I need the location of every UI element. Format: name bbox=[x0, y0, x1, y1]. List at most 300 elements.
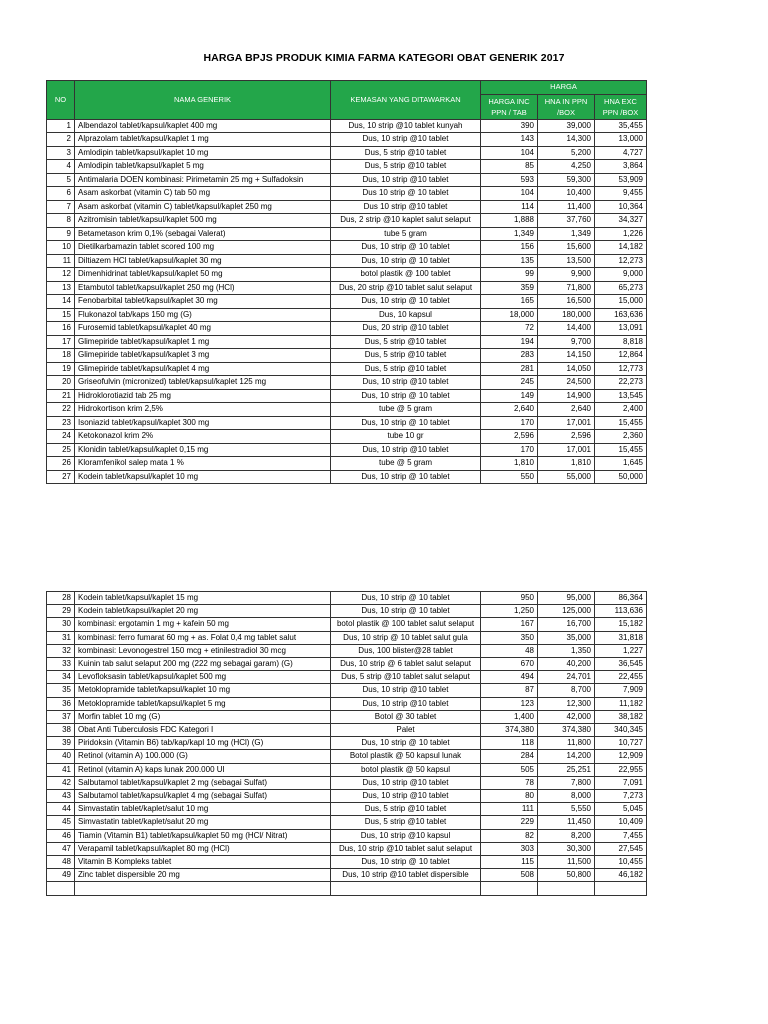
generic-name: Obat Anti Tuberculosis FDC Kategori I bbox=[75, 724, 331, 737]
packaging: Dus, 5 strip @10 tablet bbox=[331, 803, 481, 816]
row-number: 29 bbox=[47, 605, 75, 618]
price-inc-ppn-tab: 115 bbox=[481, 856, 538, 869]
price-inc-ppn-tab: 165 bbox=[481, 295, 538, 309]
hna-exc-ppn-box: 7,273 bbox=[595, 790, 647, 803]
price-inc-ppn-tab: 359 bbox=[481, 281, 538, 295]
hna-exc-ppn-box: 22,455 bbox=[595, 671, 647, 684]
hna-exc-ppn-box: 1,226 bbox=[595, 227, 647, 241]
packaging: Dus, 5 strip @10 tablet bbox=[331, 160, 481, 174]
price-table-header bbox=[47, 81, 647, 120]
row-number: 18 bbox=[47, 349, 75, 363]
packaging: Dus, 10 strip @10 tablet bbox=[331, 376, 481, 390]
table-row bbox=[47, 322, 647, 336]
generic-name: kombinasi: ferro fumarat 60 mg + as. Folat 0,4 mg tablet salut bbox=[75, 631, 331, 644]
row-number: 24 bbox=[47, 430, 75, 444]
price-inc-ppn-tab: 593 bbox=[481, 173, 538, 187]
price-inc-ppn-tab: 149 bbox=[481, 389, 538, 403]
table-row bbox=[47, 658, 647, 671]
row-number: 2 bbox=[47, 133, 75, 147]
price-inc-ppn-tab: 48 bbox=[481, 644, 538, 657]
row-number: 48 bbox=[47, 856, 75, 869]
row-number: 33 bbox=[47, 658, 75, 671]
generic-name: Diltiazem HCl tablet/kapsul/kaplet 30 mg bbox=[75, 254, 331, 268]
table-row bbox=[47, 214, 647, 228]
price-inc-ppn-tab: 78 bbox=[481, 776, 538, 789]
hna-in-ppn-box: 59,300 bbox=[538, 173, 595, 187]
packaging: Dus, 10 strip @10 tablet kunyah bbox=[331, 119, 481, 133]
table-row bbox=[47, 376, 647, 390]
generic-name: Griseofulvin (micronized) tablet/kapsul/kaplet 125 mg bbox=[75, 376, 331, 390]
row-number: 42 bbox=[47, 776, 75, 789]
price-inc-ppn-tab: 1,349 bbox=[481, 227, 538, 241]
generic-name: Metoklopramide tablet/kapsul/kaplet 5 mg bbox=[75, 697, 331, 710]
table-row bbox=[47, 362, 647, 376]
price-inc-ppn-tab: 2,640 bbox=[481, 403, 538, 417]
packaging: botol plastik @ 50 kapsul bbox=[331, 763, 481, 776]
row-number: 40 bbox=[47, 750, 75, 763]
generic-name: Glimepiride tablet/kapsul/kaplet 1 mg bbox=[75, 335, 331, 349]
hna-in-ppn-box: 24,500 bbox=[538, 376, 595, 390]
row-number: 46 bbox=[47, 829, 75, 842]
price-inc-ppn-tab: 18,000 bbox=[481, 308, 538, 322]
table-row bbox=[47, 335, 647, 349]
table-row bbox=[47, 295, 647, 309]
generic-name: Verapamil tablet/kapsul/kaplet 80 mg (HCl) bbox=[75, 842, 331, 855]
table-row bbox=[47, 268, 647, 282]
packaging: Dus, 10 strip @10 tablet bbox=[331, 684, 481, 697]
packaging: Dus, 10 strip @ 6 tablet salut selaput bbox=[331, 658, 481, 671]
table-row bbox=[47, 430, 647, 444]
hna-exc-ppn-box: 11,182 bbox=[595, 697, 647, 710]
row-number: 34 bbox=[47, 671, 75, 684]
generic-name: Albendazol tablet/kapsul/kaplet 400 mg bbox=[75, 119, 331, 133]
hna-in-ppn-box: 4,250 bbox=[538, 160, 595, 174]
packaging: Dus, 10 strip @ 10 tablet bbox=[331, 856, 481, 869]
price-inc-ppn-tab: 1,810 bbox=[481, 457, 538, 471]
generic-name: Tiamin (Vitamin B1) tablet/kapsul/kaplet 50 mg (HCl/ Nitrat) bbox=[75, 829, 331, 842]
header-no: NO bbox=[47, 81, 75, 120]
hna-in-ppn-box: 24,701 bbox=[538, 671, 595, 684]
packaging: Dus, 10 strip @ 10 tablet bbox=[331, 470, 481, 484]
hna-exc-ppn-box: 12,273 bbox=[595, 254, 647, 268]
packaging: Dus, 10 strip @ 10 tablet bbox=[331, 241, 481, 255]
table-row bbox=[47, 119, 647, 133]
hna-exc-ppn-box: 13,000 bbox=[595, 133, 647, 147]
hna-exc-ppn-box: 8,818 bbox=[595, 335, 647, 349]
row-number: 7 bbox=[47, 200, 75, 214]
row-number: 31 bbox=[47, 631, 75, 644]
generic-name: Betametason krim 0,1% (sebagai Valerat) bbox=[75, 227, 331, 241]
price-inc-ppn-tab: 72 bbox=[481, 322, 538, 336]
hna-exc-ppn-box: 12,773 bbox=[595, 362, 647, 376]
generic-name: Simvastatin tablet/kaplet/salut 20 mg bbox=[75, 816, 331, 829]
row-number: 43 bbox=[47, 790, 75, 803]
hna-in-ppn-box: 9,700 bbox=[538, 335, 595, 349]
packaging: Palet bbox=[331, 724, 481, 737]
hna-in-ppn-box: 40,200 bbox=[538, 658, 595, 671]
price-inc-ppn-tab: 2,596 bbox=[481, 430, 538, 444]
hna-exc-ppn-box: 7,091 bbox=[595, 776, 647, 789]
table-row bbox=[47, 869, 647, 882]
packaging: tube @ 5 gram bbox=[331, 457, 481, 471]
generic-name: Ketokonazol krim 2% bbox=[75, 430, 331, 444]
hna-in-ppn-box: 95,000 bbox=[538, 592, 595, 605]
hna-in-ppn-box: 1,350 bbox=[538, 644, 595, 657]
price-inc-ppn-tab: 550 bbox=[481, 470, 538, 484]
price-inc-ppn-tab bbox=[481, 882, 538, 895]
generic-name: Furosemid tablet/kapsul/kaplet 40 mg bbox=[75, 322, 331, 336]
generic-name: Isoniazid tablet/kapsul/kaplet 300 mg bbox=[75, 416, 331, 430]
row-number: 41 bbox=[47, 763, 75, 776]
table-row bbox=[47, 776, 647, 789]
row-number: 25 bbox=[47, 443, 75, 457]
generic-name: Kuinin tab salut selaput 200 mg (222 mg sebagai garam) (G) bbox=[75, 658, 331, 671]
hna-exc-ppn-box: 27,545 bbox=[595, 842, 647, 855]
generic-name: Etambutol tablet/kapsul/kaplet 250 mg (HCl) bbox=[75, 281, 331, 295]
row-number: 30 bbox=[47, 618, 75, 631]
hna-in-ppn-box: 8,700 bbox=[538, 684, 595, 697]
table-row bbox=[47, 146, 647, 160]
hna-in-ppn-box: 13,500 bbox=[538, 254, 595, 268]
hna-exc-ppn-box: 10,409 bbox=[595, 816, 647, 829]
packaging: Dus, 5 strip @10 tablet bbox=[331, 816, 481, 829]
generic-name: kombinasi: Levonogestrel 150 mcg + etinilestradiol 30 mcg bbox=[75, 644, 331, 657]
hna-exc-ppn-box: 22,273 bbox=[595, 376, 647, 390]
generic-name: Piridoksin (Vitamin B6) tab/kap/kapl 10 mg (HCl) (G) bbox=[75, 737, 331, 750]
generic-name: Amlodipin tablet/kapsul/kaplet 10 mg bbox=[75, 146, 331, 160]
packaging: Dus, 5 strip @10 tablet bbox=[331, 349, 481, 363]
packaging: botol plastik @ 100 tablet salut selaput bbox=[331, 618, 481, 631]
packaging: Dus, 10 strip @10 kapsul bbox=[331, 829, 481, 842]
row-number: 17 bbox=[47, 335, 75, 349]
row-number: 3 bbox=[47, 146, 75, 160]
hna-exc-ppn-box: 10,727 bbox=[595, 737, 647, 750]
price-inc-ppn-tab: 283 bbox=[481, 349, 538, 363]
hna-in-ppn-box: 35,000 bbox=[538, 631, 595, 644]
price-inc-ppn-tab: 143 bbox=[481, 133, 538, 147]
price-inc-ppn-tab: 87 bbox=[481, 684, 538, 697]
price-inc-ppn-tab: 303 bbox=[481, 842, 538, 855]
row-number: 15 bbox=[47, 308, 75, 322]
table-row bbox=[47, 710, 647, 723]
table-row bbox=[47, 816, 647, 829]
header-harga-inc-ppn: HARGA INC PPN / TAB bbox=[481, 94, 538, 119]
row-number: 1 bbox=[47, 119, 75, 133]
generic-name: kombinasi: ergotamin 1 mg + kafein 50 mg bbox=[75, 618, 331, 631]
row-number bbox=[47, 882, 75, 895]
packaging: botol plastik @ 100 tablet bbox=[331, 268, 481, 282]
hna-in-ppn-box: 71,800 bbox=[538, 281, 595, 295]
hna-exc-ppn-box: 53,909 bbox=[595, 173, 647, 187]
price-inc-ppn-tab: 170 bbox=[481, 443, 538, 457]
hna-exc-ppn-box: 13,091 bbox=[595, 322, 647, 336]
packaging: Dus, 20 strip @10 tablet salut selaput bbox=[331, 281, 481, 295]
header-nama-generik: NAMA GENERIK bbox=[75, 81, 331, 120]
hna-exc-ppn-box: 31,818 bbox=[595, 631, 647, 644]
row-number: 9 bbox=[47, 227, 75, 241]
hna-in-ppn-box: 10,400 bbox=[538, 187, 595, 201]
table-row bbox=[47, 403, 647, 417]
hna-exc-ppn-box: 1,645 bbox=[595, 457, 647, 471]
generic-name: Retinol (vitamin A) kaps lunak 200.000 UI bbox=[75, 763, 331, 776]
table-row bbox=[47, 803, 647, 816]
price-table-1 bbox=[46, 80, 647, 484]
generic-name: Kodein tablet/kapsul/kaplet 20 mg bbox=[75, 605, 331, 618]
table-row bbox=[47, 671, 647, 684]
table-row bbox=[47, 227, 647, 241]
generic-name: Asam askorbat (vitamin C) tablet/kapsul/kaplet 250 mg bbox=[75, 200, 331, 214]
price-inc-ppn-tab: 167 bbox=[481, 618, 538, 631]
row-number: 49 bbox=[47, 869, 75, 882]
generic-name: Vitamin B Kompleks tablet bbox=[75, 856, 331, 869]
hna-exc-ppn-box: 15,455 bbox=[595, 443, 647, 457]
generic-name: Kloramfenikol salep mata 1 % bbox=[75, 457, 331, 471]
price-inc-ppn-tab: 104 bbox=[481, 146, 538, 160]
hna-exc-ppn-box: 5,045 bbox=[595, 803, 647, 816]
price-inc-ppn-tab: 281 bbox=[481, 362, 538, 376]
generic-name: Hidrokortison krim 2,5% bbox=[75, 403, 331, 417]
hna-exc-ppn-box: 15,000 bbox=[595, 295, 647, 309]
price-table-2-body bbox=[47, 592, 647, 896]
table-row bbox=[47, 631, 647, 644]
document-title: HARGA BPJS PRODUK KIMIA FARMA KATEGORI OBAT GENERIK 2017 bbox=[203, 52, 565, 64]
packaging: Dus, 10 strip @ 10 tablet bbox=[331, 389, 481, 403]
packaging: Dus, 5 strip @10 tablet salut selaput bbox=[331, 671, 481, 684]
packaging: Dus 10 strip @10 tablet bbox=[331, 200, 481, 214]
packaging: Dus, 10 strip @10 tablet bbox=[331, 776, 481, 789]
generic-name bbox=[75, 882, 331, 895]
price-inc-ppn-tab: 118 bbox=[481, 737, 538, 750]
price-inc-ppn-tab: 99 bbox=[481, 268, 538, 282]
hna-exc-ppn-box bbox=[595, 882, 647, 895]
hna-exc-ppn-box: 34,327 bbox=[595, 214, 647, 228]
table-row bbox=[47, 737, 647, 750]
table-row bbox=[47, 724, 647, 737]
generic-name: Simvastatin tablet/kaplet/salut 10 mg bbox=[75, 803, 331, 816]
hna-in-ppn-box: 55,000 bbox=[538, 470, 595, 484]
price-inc-ppn-tab: 1,250 bbox=[481, 605, 538, 618]
packaging: Dus, 10 kapsul bbox=[331, 308, 481, 322]
table-row bbox=[47, 389, 647, 403]
table-row bbox=[47, 457, 647, 471]
hna-in-ppn-box: 14,400 bbox=[538, 322, 595, 336]
hna-in-ppn-box: 5,200 bbox=[538, 146, 595, 160]
generic-name: Dimenhidrinat tablet/kapsul/kaplet 50 mg bbox=[75, 268, 331, 282]
row-number: 20 bbox=[47, 376, 75, 390]
row-number: 27 bbox=[47, 470, 75, 484]
price-inc-ppn-tab: 508 bbox=[481, 869, 538, 882]
hna-exc-ppn-box: 9,455 bbox=[595, 187, 647, 201]
hna-exc-ppn-box: 50,000 bbox=[595, 470, 647, 484]
hna-in-ppn-box: 7,800 bbox=[538, 776, 595, 789]
table-row bbox=[47, 308, 647, 322]
packaging: Dus, 10 strip @ 10 tablet bbox=[331, 605, 481, 618]
header-hna-in-ppn: HNA IN PPN /BOX bbox=[538, 94, 595, 119]
row-number: 4 bbox=[47, 160, 75, 174]
generic-name: Salbutamol tablet/kapsul/kaplet 2 mg (sebagai Sulfat) bbox=[75, 776, 331, 789]
hna-exc-ppn-box: 10,364 bbox=[595, 200, 647, 214]
hna-in-ppn-box: 9,900 bbox=[538, 268, 595, 282]
table-row bbox=[47, 160, 647, 174]
row-number: 23 bbox=[47, 416, 75, 430]
packaging: Dus, 10 strip @ 10 tablet bbox=[331, 254, 481, 268]
row-number: 28 bbox=[47, 592, 75, 605]
header-hna-exc-ppn: HNA EXC PPN /BOX bbox=[595, 94, 647, 119]
price-inc-ppn-tab: 170 bbox=[481, 416, 538, 430]
packaging: Dus, 10 strip @10 tablet bbox=[331, 443, 481, 457]
hna-in-ppn-box: 11,450 bbox=[538, 816, 595, 829]
table-row bbox=[47, 592, 647, 605]
price-inc-ppn-tab: 390 bbox=[481, 119, 538, 133]
table-row bbox=[47, 697, 647, 710]
table-row bbox=[47, 750, 647, 763]
hna-in-ppn-box: 16,700 bbox=[538, 618, 595, 631]
hna-in-ppn-box: 39,000 bbox=[538, 119, 595, 133]
generic-name: Alprazolam tablet/kapsul/kaplet 1 mg bbox=[75, 133, 331, 147]
hna-exc-ppn-box: 46,182 bbox=[595, 869, 647, 882]
price-inc-ppn-tab: 123 bbox=[481, 697, 538, 710]
row-number: 45 bbox=[47, 816, 75, 829]
table-row bbox=[47, 842, 647, 855]
packaging: tube 5 gram bbox=[331, 227, 481, 241]
hna-in-ppn-box: 5,550 bbox=[538, 803, 595, 816]
price-inc-ppn-tab: 85 bbox=[481, 160, 538, 174]
packaging: Dus, 10 strip @10 tablet bbox=[331, 697, 481, 710]
generic-name: Retinol (vitamin A) 100.000 (G) bbox=[75, 750, 331, 763]
generic-name: Amlodipin tablet/kapsul/kaplet 5 mg bbox=[75, 160, 331, 174]
packaging: tube 10 gr bbox=[331, 430, 481, 444]
row-number: 32 bbox=[47, 644, 75, 657]
row-number: 14 bbox=[47, 295, 75, 309]
hna-exc-ppn-box: 38,182 bbox=[595, 710, 647, 723]
generic-name: Morfin tablet 10 mg (G) bbox=[75, 710, 331, 723]
hna-in-ppn-box: 180,000 bbox=[538, 308, 595, 322]
generic-name: Flukonazol tab/kaps 150 mg (G) bbox=[75, 308, 331, 322]
price-inc-ppn-tab: 505 bbox=[481, 763, 538, 776]
hna-exc-ppn-box: 7,909 bbox=[595, 684, 647, 697]
row-number: 26 bbox=[47, 457, 75, 471]
price-inc-ppn-tab: 1,888 bbox=[481, 214, 538, 228]
table-row bbox=[47, 416, 647, 430]
hna-exc-ppn-box: 340,345 bbox=[595, 724, 647, 737]
hna-in-ppn-box: 1,810 bbox=[538, 457, 595, 471]
packaging: tube @ 5 gram bbox=[331, 403, 481, 417]
table-row bbox=[47, 187, 647, 201]
packaging bbox=[331, 882, 481, 895]
hna-in-ppn-box: 14,050 bbox=[538, 362, 595, 376]
row-number: 37 bbox=[47, 710, 75, 723]
row-number: 8 bbox=[47, 214, 75, 228]
row-number: 13 bbox=[47, 281, 75, 295]
price-inc-ppn-tab: 284 bbox=[481, 750, 538, 763]
hna-in-ppn-box: 8,200 bbox=[538, 829, 595, 842]
generic-name: Kodein tablet/kapsul/kaplet 15 mg bbox=[75, 592, 331, 605]
generic-name: Dietilkarbamazin tablet scored 100 mg bbox=[75, 241, 331, 255]
packaging: Dus, 10 strip @ 10 tablet bbox=[331, 737, 481, 750]
packaging: Dus, 10 strip @ 10 tablet bbox=[331, 592, 481, 605]
table-row bbox=[47, 133, 647, 147]
price-inc-ppn-tab: 670 bbox=[481, 658, 538, 671]
packaging: Botol @ 30 tablet bbox=[331, 710, 481, 723]
hna-in-ppn-box bbox=[538, 882, 595, 895]
table-row bbox=[47, 281, 647, 295]
hna-in-ppn-box: 16,500 bbox=[538, 295, 595, 309]
table-row bbox=[47, 241, 647, 255]
row-number: 6 bbox=[47, 187, 75, 201]
packaging: Dus 10 strip @ 10 tablet bbox=[331, 187, 481, 201]
generic-name: Hidroklorotiazid tab 25 mg bbox=[75, 389, 331, 403]
generic-name: Antimalaria DOEN kombinasi: Pirimetamin 25 mg + Sulfadoksin bbox=[75, 173, 331, 187]
row-number: 11 bbox=[47, 254, 75, 268]
table-row bbox=[47, 763, 647, 776]
table-row bbox=[47, 254, 647, 268]
price-inc-ppn-tab: 229 bbox=[481, 816, 538, 829]
generic-name: Azitromisin tablet/kapsul/kaplet 500 mg bbox=[75, 214, 331, 228]
generic-name: Levofloksasin tablet/kapsul/kaplet 500 mg bbox=[75, 671, 331, 684]
hna-exc-ppn-box: 2,400 bbox=[595, 403, 647, 417]
packaging: Dus, 20 strip @10 tablet bbox=[331, 322, 481, 336]
packaging: Dus, 2 strip @10 kaplet salut selaput bbox=[331, 214, 481, 228]
packaging: Dus, 5 strip @10 tablet bbox=[331, 362, 481, 376]
row-number: 12 bbox=[47, 268, 75, 282]
generic-name: Kodein tablet/kapsul/kaplet 10 mg bbox=[75, 470, 331, 484]
packaging: Dus, 10 strip @10 tablet bbox=[331, 133, 481, 147]
hna-in-ppn-box: 25,251 bbox=[538, 763, 595, 776]
price-inc-ppn-tab: 135 bbox=[481, 254, 538, 268]
hna-in-ppn-box: 11,400 bbox=[538, 200, 595, 214]
hna-in-ppn-box: 2,640 bbox=[538, 403, 595, 417]
packaging: Dus, 10 strip @10 tablet dispersible bbox=[331, 869, 481, 882]
table-row bbox=[47, 605, 647, 618]
table-row bbox=[47, 790, 647, 803]
hna-exc-ppn-box: 4,727 bbox=[595, 146, 647, 160]
table-row bbox=[47, 470, 647, 484]
row-number: 10 bbox=[47, 241, 75, 255]
hna-exc-ppn-box: 113,636 bbox=[595, 605, 647, 618]
table-row bbox=[47, 829, 647, 842]
table-row bbox=[47, 618, 647, 631]
price-inc-ppn-tab: 1,400 bbox=[481, 710, 538, 723]
hna-in-ppn-box: 125,000 bbox=[538, 605, 595, 618]
row-number: 44 bbox=[47, 803, 75, 816]
price-inc-ppn-tab: 80 bbox=[481, 790, 538, 803]
hna-in-ppn-box: 11,500 bbox=[538, 856, 595, 869]
generic-name: Glimepiride tablet/kapsul/kaplet 4 mg bbox=[75, 362, 331, 376]
hna-exc-ppn-box: 3,864 bbox=[595, 160, 647, 174]
hna-exc-ppn-box: 35,455 bbox=[595, 119, 647, 133]
table-row bbox=[47, 644, 647, 657]
table-row bbox=[47, 684, 647, 697]
row-number: 36 bbox=[47, 697, 75, 710]
hna-exc-ppn-box: 14,182 bbox=[595, 241, 647, 255]
generic-name: Glimepiride tablet/kapsul/kaplet 3 mg bbox=[75, 349, 331, 363]
hna-exc-ppn-box: 163,636 bbox=[595, 308, 647, 322]
price-inc-ppn-tab: 350 bbox=[481, 631, 538, 644]
row-number: 16 bbox=[47, 322, 75, 336]
table-row bbox=[47, 349, 647, 363]
price-inc-ppn-tab: 104 bbox=[481, 187, 538, 201]
hna-in-ppn-box: 14,900 bbox=[538, 389, 595, 403]
packaging: Dus, 10 strip @ 10 tablet bbox=[331, 416, 481, 430]
price-inc-ppn-tab: 374,380 bbox=[481, 724, 538, 737]
hna-in-ppn-box: 50,800 bbox=[538, 869, 595, 882]
hna-in-ppn-box: 1,349 bbox=[538, 227, 595, 241]
generic-name: Zinc tablet dispersible 20 mg bbox=[75, 869, 331, 882]
generic-name: Klonidin tablet/kapsul/kaplet 0,15 mg bbox=[75, 443, 331, 457]
hna-exc-ppn-box: 7,455 bbox=[595, 829, 647, 842]
hna-exc-ppn-box: 12,864 bbox=[595, 349, 647, 363]
hna-exc-ppn-box: 2,360 bbox=[595, 430, 647, 444]
